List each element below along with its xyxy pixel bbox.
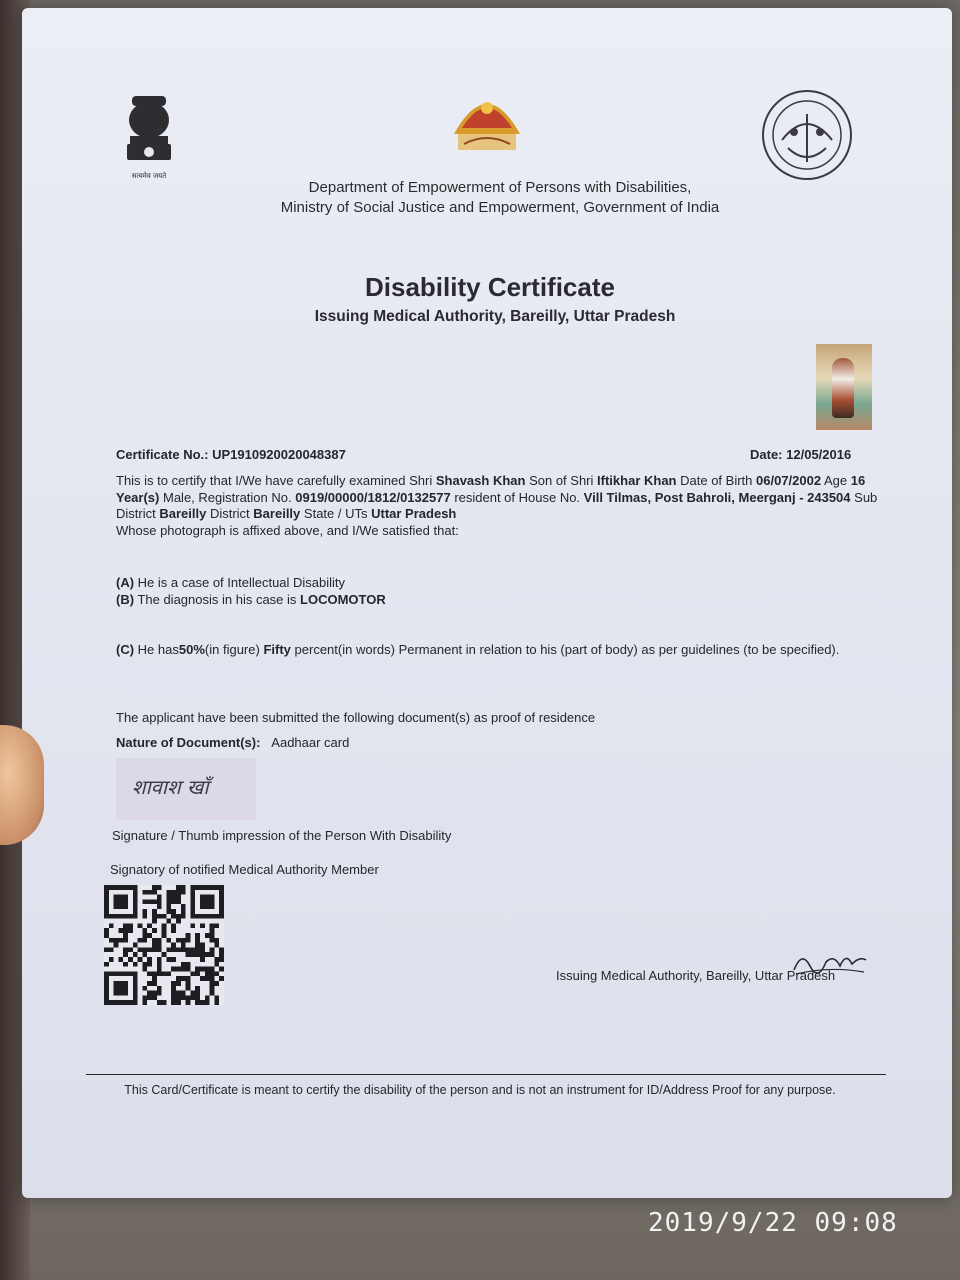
finding-c-label: (C) [116, 642, 135, 657]
person-signature-label: Signature / Thumb impression of the Person With Disability [112, 828, 452, 843]
up-state-seal-icon [760, 88, 854, 182]
proof-line: The applicant have been submitted the following document(s) as proof of residence [116, 710, 596, 725]
age-label: Age [824, 473, 848, 488]
footer-divider [86, 1074, 886, 1075]
district-value: Bareilly [253, 506, 301, 521]
qr-code-icon [104, 884, 224, 1006]
document-label: Nature of Document(s): [116, 735, 261, 750]
finding-a [116, 575, 880, 592]
certificate-number-value: UP1910920020048387 [212, 447, 346, 462]
person-name: Shavash Khan [435, 473, 526, 488]
document-row [116, 735, 880, 752]
finding-c-percent: 50% [178, 642, 205, 657]
ministry-line: Ministry of Social Justice and Empowerment, Government of India [280, 199, 720, 216]
dob-label: Date of Birth [680, 473, 753, 488]
certificate-date-label: Date: [750, 447, 783, 462]
issuing-authority-label: Issuing Medical Authority, Bareilly, Uttar Pradesh [556, 968, 836, 983]
father-name: Iftikhar Khan [597, 473, 677, 488]
certificate-number-label: Certificate No.: [116, 447, 209, 462]
finding-b [116, 592, 880, 609]
finding-b-text: The diagnosis in his case is [137, 592, 297, 607]
district-label: District [209, 506, 250, 521]
applicant-photo [816, 344, 872, 430]
registration-number: 0919/00000/1812/0132577 [295, 489, 451, 505]
emblem-motto: सत्यमेव जयते [131, 172, 167, 180]
dob-value: 06/07/2002 [756, 473, 822, 488]
finding-b-label: (B) [116, 592, 135, 607]
certificate-number [116, 446, 346, 463]
intro-text: This is to certify that I/We have carefully examined Shri [116, 473, 433, 488]
certificate-date [750, 446, 851, 463]
subdistrict-label: Sub District [116, 489, 878, 521]
signatory-label: Signatory of notified Medical Authority Member [110, 862, 379, 877]
department-line: Department of Empowerment of Persons with Disabilities, [308, 179, 692, 196]
finger [0, 725, 44, 845]
certificate-title: Disability Certificate [365, 272, 615, 302]
certificate-subtitle: Issuing Medical Authority, Bareilly, Uttar Pradesh [314, 308, 676, 325]
person-signature: शावाश खाँ [132, 775, 209, 799]
footer-disclaimer: This Card/Certificate is meant to certify the disability of the person and is not an instrument for ID/Address Proof for any purpose. [124, 1083, 836, 1097]
state-label: State / UTs [303, 506, 368, 521]
sugamya-logo-icon [444, 84, 530, 156]
finding-a-label: (A) [116, 575, 135, 590]
finding-b-value: LOCOMOTOR [300, 592, 386, 607]
document-value: Aadhaar card [271, 735, 350, 750]
age-value: 16 Year(s) [116, 473, 866, 505]
finding-c-words: Fifty [263, 642, 291, 657]
finding-c [116, 642, 880, 659]
ashoka-emblem-icon [118, 92, 180, 184]
photo-timestamp: 2019/9/22 09:08 [648, 1208, 898, 1238]
finding-c-text2: (in figure) [204, 642, 260, 657]
gender-registration-text: Male, Registration No. [163, 489, 292, 505]
finding-c-text3: percent(in words) Permanent in relation to his (part of body) as per guidelines (to be specified). [294, 642, 840, 657]
subdistrict-value: Bareilly [159, 506, 207, 521]
department-heading [240, 178, 760, 218]
son-of-text: Son of Shri [529, 473, 594, 488]
address-value: Vill Tilmas, Post Bahroli, Meerganj - 243504 [583, 489, 851, 505]
finding-c-text1: He has [137, 642, 179, 657]
state-value: Uttar Pradesh [371, 506, 457, 521]
resident-text: resident of House No. [454, 489, 581, 505]
certificate-date-value: 12/05/2016 [786, 447, 852, 462]
certification-paragraph [116, 473, 880, 539]
photo-line: Whose photograph is affixed above, and I/We satisfied that: [116, 522, 459, 538]
finding-a-text: He is a case of Intellectual Disability [137, 575, 346, 590]
